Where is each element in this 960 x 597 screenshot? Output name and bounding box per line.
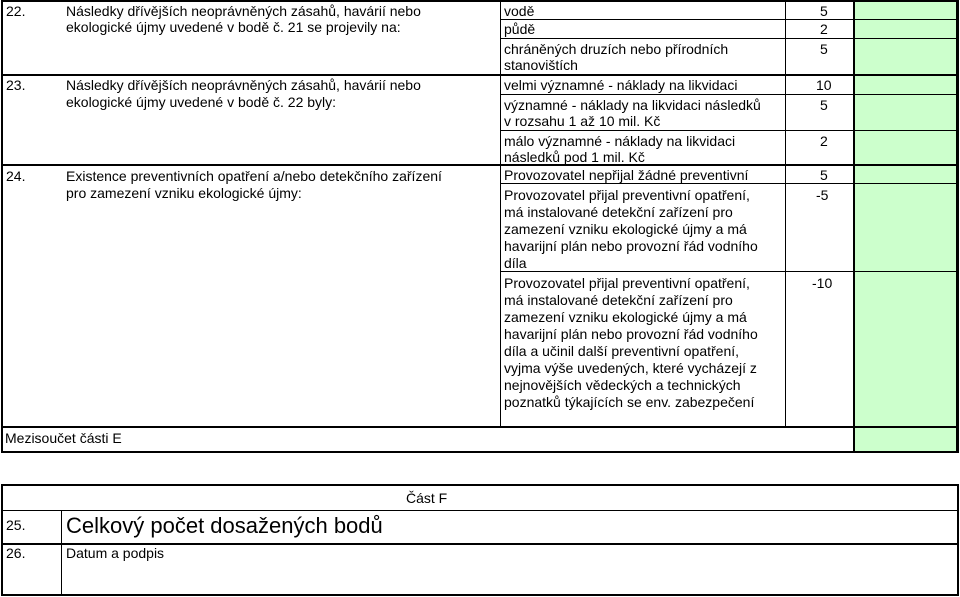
date-signature-label: Datum a podpis	[66, 545, 165, 561]
row-number: 23.	[6, 77, 26, 93]
section-f-border-bottom	[1, 594, 959, 596]
option-text: významné - náklady na likvidaci následků	[504, 97, 761, 113]
option-text: málo významné - náklady na likvidaci	[504, 133, 736, 149]
row-divider	[1, 0, 959, 2]
option-text: díla	[504, 255, 527, 271]
option-text: má instalované detekční zařízení pro	[504, 204, 733, 220]
section-f-title: Část F	[406, 490, 448, 506]
option-points: 5	[820, 41, 828, 57]
score-input-cell[interactable]	[854, 38, 957, 75]
subtotal-input-cell[interactable]	[854, 427, 957, 452]
question-text: Následky dřívějších neoprávněných zásahů, havárií nebo	[66, 77, 421, 93]
question-text: Následky dřívějších neoprávněných zásahů, havárií nebo	[66, 3, 421, 19]
section-f-border-left	[1, 484, 3, 595]
option-text: vodě	[504, 3, 535, 19]
option-points: -10	[812, 275, 833, 291]
score-input-cell[interactable]	[854, 1, 957, 20]
option-text: nejnovějších vědeckých a technických	[504, 377, 741, 393]
question-text: Existence preventivních opatření a/nebo detekčního zařízení	[66, 168, 442, 184]
column-divider-question	[500, 0, 501, 427]
option-points: 5	[820, 97, 828, 113]
option-text: díla a učinil další preventivní opatření,	[504, 343, 740, 359]
section-f-border-right	[957, 484, 959, 595]
row-divider	[1, 451, 959, 453]
score-input-cell[interactable]	[854, 94, 957, 131]
option-points: -5	[816, 187, 829, 203]
score-input-cell[interactable]	[854, 130, 957, 165]
option-text: půdě	[504, 21, 536, 37]
option-text: v rozsahu 1 až 10 mil. Kč	[504, 113, 661, 129]
score-input-cell[interactable]	[854, 183, 957, 272]
section-f-column-divider	[61, 510, 62, 595]
question-text: ekologické újmy uvedené v bodě č. 21 se projevily na:	[66, 19, 401, 35]
option-text: poznatků týkajících se env. zabezpečení	[504, 394, 755, 410]
score-input-cell[interactable]	[854, 165, 957, 184]
option-text: Provozovatel nepřijal žádné preventivní	[504, 167, 749, 183]
row-divider	[1, 164, 959, 166]
row-divider	[1, 426, 959, 428]
section-f-row-divider	[1, 510, 959, 511]
option-text: Provozovatel přijal preventivní opatření,	[504, 187, 750, 203]
option-points: 5	[820, 167, 828, 183]
option-text: chráněných druzích nebo přírodních	[504, 41, 729, 57]
option-text: Provozovatel přijal preventivní opatření,	[504, 275, 750, 291]
table-border-left	[1, 0, 3, 452]
option-text: následků pod 1 mil. Kč	[504, 149, 645, 165]
option-text: havarijní plán nebo provozní řád vodního	[504, 326, 758, 342]
option-text: havarijní plán nebo provozní řád vodního	[504, 238, 758, 254]
option-text: vyjma výše uvedených, které vycházejí z	[504, 360, 757, 376]
row-number: 25.	[6, 517, 26, 533]
option-text: stanovištích	[504, 57, 578, 73]
option-points: 2	[820, 21, 828, 37]
column-divider-points	[785, 0, 786, 427]
score-input-cell[interactable]	[854, 19, 957, 39]
question-text: ekologické újmy uvedené v bodě č. 22 byly:	[66, 94, 337, 110]
option-text: velmi významné - náklady na likvidaci	[504, 77, 738, 93]
row-divider	[1, 74, 959, 76]
option-text: zamezení vzniku ekologické újmy a má	[504, 309, 747, 325]
total-points-label: Celkový počet dosažených bodů	[66, 513, 383, 538]
score-input-cell[interactable]	[854, 271, 957, 427]
row-number: 22.	[6, 3, 26, 19]
subtotal-label: Mezisoučet části E	[5, 430, 122, 446]
row-number: 24.	[6, 168, 26, 184]
row-number: 26.	[6, 545, 26, 561]
option-points: 10	[816, 77, 832, 93]
option-text: má instalované detekční zařízení pro	[504, 292, 733, 308]
score-input-cell[interactable]	[854, 75, 957, 95]
question-text: pro zamezení vzniku ekologické újmy:	[66, 185, 302, 201]
option-text: zamezení vzniku ekologické újmy a má	[504, 221, 747, 237]
option-points: 2	[820, 133, 828, 149]
option-points: 5	[820, 3, 828, 19]
table-border-right	[957, 0, 959, 452]
section-f-border-top	[1, 484, 959, 486]
